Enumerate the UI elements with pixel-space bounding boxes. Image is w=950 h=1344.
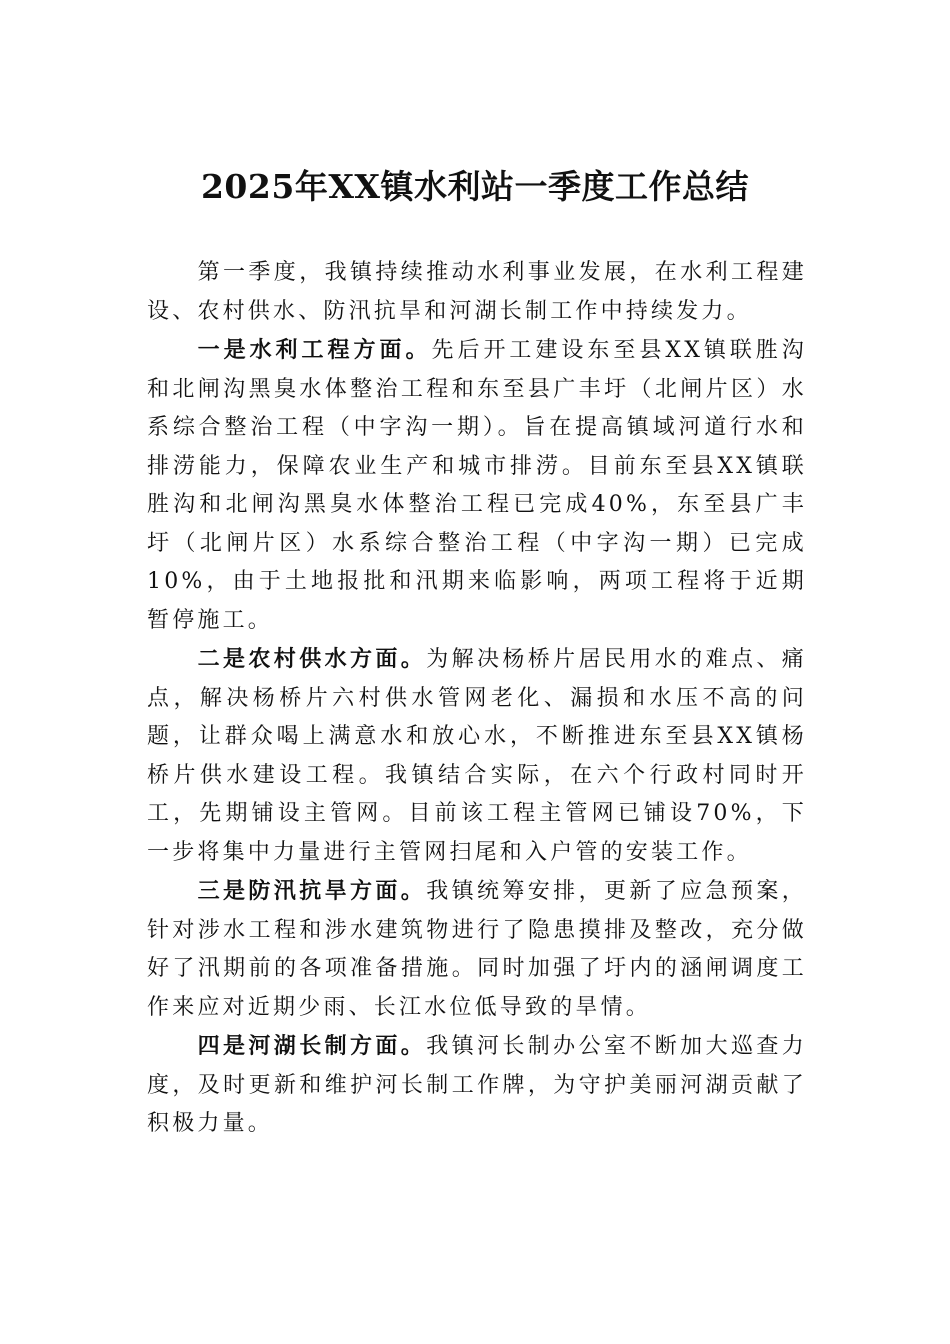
section-lead: 四是河湖长制方面。 [197,1033,427,1059]
section-text: 我镇河长制办公室不断加大巡查力度，及时更新和维护河长制工作牌，为守护美丽河湖贡献了积极力量。 [147,1034,807,1136]
section-paragraph-water-projects [147,331,807,640]
section-text: 为解决杨桥片居民用水的难点、痛点，解决杨桥片六村供水管网老化、漏损和水压不高的问题，让群众喝上满意水和放心水，不断推进东至县XX镇杨桥片供水建设工程。我镇结合实际，在六个行政村同时开工，先期铺设主管网。目前该工程主管网已铺设70%，下一步将集中力量进行主管网扫尾和入户管的安装工作。 [147,647,807,865]
document-body [147,254,807,1144]
section-lead: 三是防汛抗旱方面。 [197,878,427,904]
section-lead: 一是水利工程方面。 [197,337,432,363]
section-text: 我镇统筹安排，更新了应急预案，针对涉水工程和涉水建筑物进行了隐患摸排及整改，充分做好了汛期前的各项准备措施。同时加强了圩内的涵闸调度工作来应对近期少雨、长江水位低导致的旱情。 [147,879,807,1020]
intro-paragraph: 第一季度，我镇持续推动水利事业发展，在水利工程建设、农村供水、防汛抗旱和河湖长制工作中持续发力。 [147,260,807,324]
section-paragraph-river-lake-chief [147,1027,807,1144]
section-paragraph-rural-water-supply [147,640,807,872]
section-text: 先后开工建设东至县XX镇联胜沟和北闸沟黑臭水体整治工程和东至县广丰圩（北闸片区）水系综合整治工程（中字沟一期）。旨在提高镇域河道行水和排涝能力，保障农业生产和城市排涝。目前东至县XX镇联胜沟和北闸沟黑臭水体整治工程已完成40%，东至县广丰圩（北闸片区）水系综合整治工程（中字沟一期）已完成10%，由于土地报批和汛期来临影响，两项工程将于近期暂停施工。 [147,338,807,633]
document-title: 2025年XX镇水利站一季度工作总结 [200,167,750,206]
section-paragraph-flood-drought-control [147,872,807,1027]
section-lead: 二是农村供水方面。 [197,646,427,672]
